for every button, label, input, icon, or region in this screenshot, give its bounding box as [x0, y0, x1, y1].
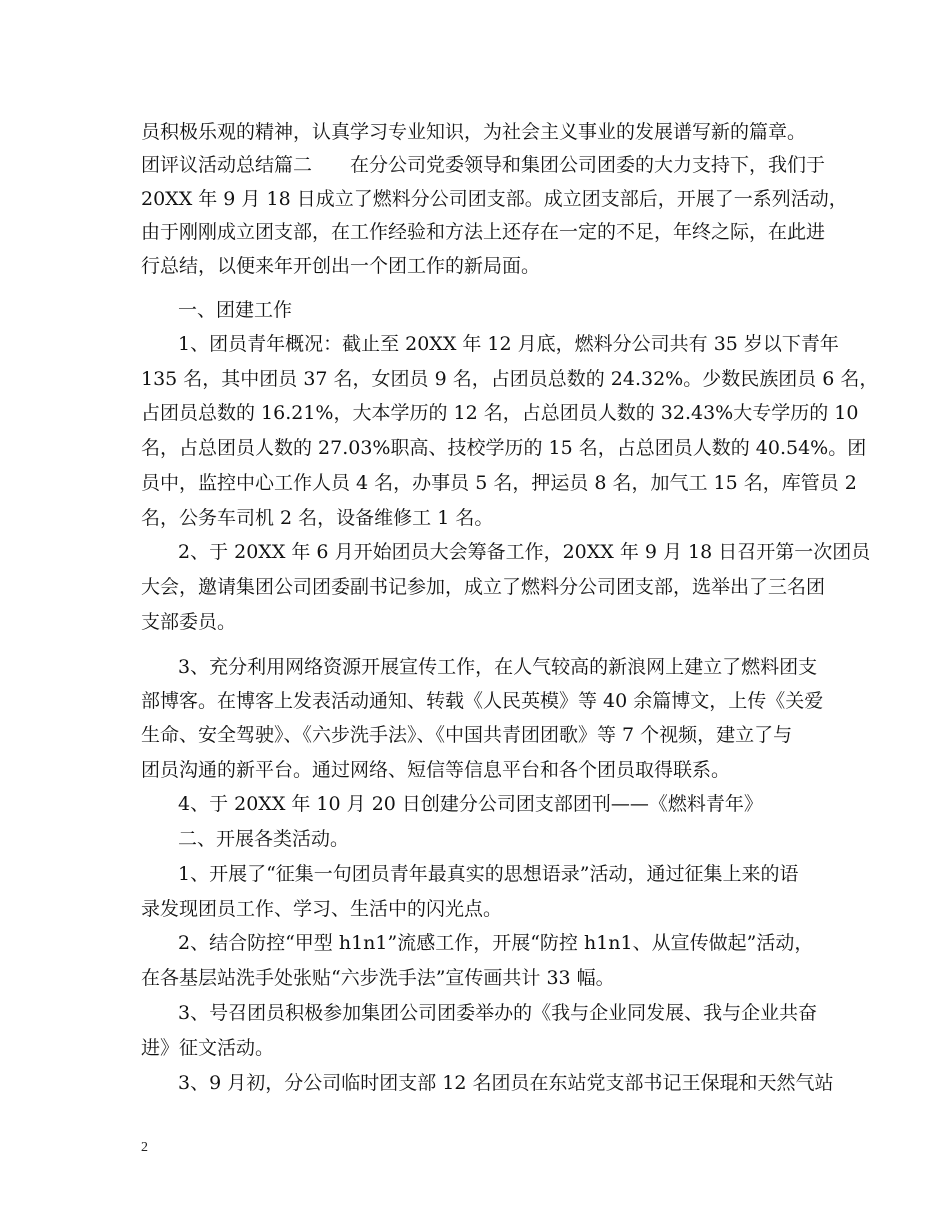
text-line: 名，占总团员人数的 27.03%职高、技校学历的 15 名，占总团员人数的 40.54%。团 — [141, 437, 867, 459]
text-line: 在各基层站洗手处张贴“六步洗手法”宣传画共计 33 幅。 — [141, 967, 615, 989]
text-line: 部博客。在博客上发表活动通知、转载《人民英模》等 40 余篇博文，上传《关爱 — [141, 690, 824, 712]
text-line: 135 名，其中团员 37 名，女团员 9 名，占团员总数的 24.32%。少数民族团员 6 名， — [141, 368, 879, 390]
page-number: 2 — [141, 1140, 148, 1155]
text-line: 支部委员。 — [141, 611, 237, 633]
text-line: 员积极乐观的精神，认真学习专业知识，为社会主义事业的发展谱写新的篇章。 — [141, 121, 807, 143]
text-line: 3、充分利用网络资源开展宣传工作，在人气较高的新浪网上建立了燃料团支 — [178, 656, 818, 678]
text-line: 生命、安全驾驶》、《六步洗手法》、《中国共青团团歌》等 7 个视频，建立了与 — [141, 724, 793, 746]
text-line: 20XX 年 9 月 18 日成立了燃料分公司团支部。成立团支部后，开展了一系列活动， — [141, 188, 848, 210]
text-line: 团评议活动总结篇二 在分公司党委领导和集团公司团委的大力支持下，我们于 — [141, 154, 826, 176]
text-line: 录发现团员工作、学习、生活中的闪光点。 — [141, 898, 503, 920]
text-line: 员中，监控中心工作人员 4 名，办事员 5 名，押运员 8 名，加气工 15 名，库管员 2 — [141, 472, 857, 494]
section-heading: 一、团建工作 — [178, 299, 293, 321]
text-line: 占团员总数的 16.21%，大本学历的 12 名，占总团员人数的 32.43%大专学历的 10 — [141, 402, 859, 424]
text-line: 名，公务车司机 2 名，设备维修工 1 名。 — [141, 507, 494, 529]
text-line: 1、开展了“征集一句团员青年最真实的思想语录”活动，通过征集上来的语 — [178, 863, 799, 885]
text-line: 团员沟通的新平台。通过网络、短信等信息平台和各个团员取得联系。 — [141, 759, 731, 781]
text-line: 4、于 20XX 年 10 月 20 日创建分公司团支部团刊——《燃料青年》 — [178, 793, 763, 815]
text-line: 行总结，以便来年开创出一个团工作的新局面。 — [141, 255, 541, 277]
text-line: 3、9 月初，分公司临时团支部 12 名团员在东站党支部书记王保琨和天然气站 — [178, 1072, 834, 1094]
section-heading: 二、开展各类活动。 — [178, 828, 350, 850]
text-line: 2、结合防控“甲型 h1n1”流感工作，开展“防控 h1n1、从宣传做起”活动， — [178, 932, 814, 954]
text-line: 大会，邀请集团公司团委副书记参加，成立了燃料分公司团支部，选举出了三名团 — [141, 576, 826, 598]
text-line: 2、于 20XX 年 6 月开始团员大会筹备工作，20XX 年 9 月 18 日召开第一次团员 — [178, 541, 871, 563]
text-line: 由于刚刚成立团支部，在工作经验和方法上还存在一定的不足，年终之际，在此进 — [141, 221, 826, 243]
text-line: 3、号召团员积极参加集团公司团委举办的《我与企业同发展、我与企业共奋 — [178, 1002, 818, 1024]
text-line: 1、团员青年概况：截止至 20XX 年 12 月底，燃料分公司共有 35 岁以下青年 — [178, 333, 839, 355]
text-line: 进》征文活动。 — [141, 1037, 275, 1059]
